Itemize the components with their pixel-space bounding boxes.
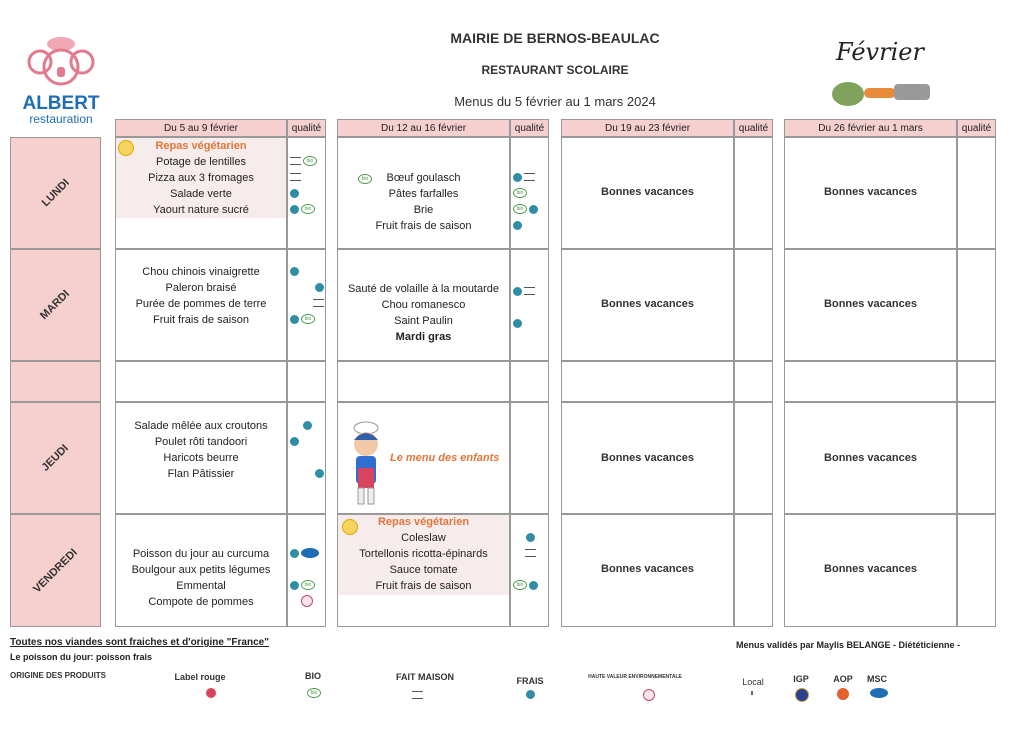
cell (957, 361, 996, 402)
menu-item: Flan Pâtissier (167, 468, 235, 480)
frais-icon (290, 549, 299, 558)
legend-frais: FRAIS (516, 676, 544, 686)
month-label: Février (836, 38, 924, 66)
vegetables-icon (828, 78, 936, 113)
week2-header: Du 12 au 16 février (337, 119, 510, 137)
week2-lundi-quality (512, 170, 548, 234)
hve-icon (301, 595, 313, 607)
legend-msc: MSC (867, 674, 887, 684)
menu-item: Sauce tomate (389, 564, 458, 576)
menu-item: Pizza aux 3 fromages (148, 172, 254, 184)
week2-mardi-quality (512, 284, 548, 332)
week1-mardi-quality (289, 264, 325, 328)
menu-item: Yaourt nature sucré (153, 204, 249, 216)
week1-jeudi-menu (116, 418, 286, 482)
frais-icon (513, 319, 522, 328)
hve-icon (643, 689, 655, 701)
cell (784, 361, 957, 402)
cell (115, 361, 287, 402)
cell (561, 361, 734, 402)
legend-local: Local (742, 677, 764, 687)
vacation-label: Bonnes vacances (601, 452, 694, 464)
logo-tagline: restauration (29, 112, 93, 126)
frais-icon (513, 221, 522, 230)
legend-fait-maison: FAIT MAISON (396, 672, 454, 682)
menu-item: Compote de pommes (148, 596, 254, 608)
menu-item: Fruit frais de saison (153, 314, 249, 326)
bio-icon: bio (301, 314, 315, 324)
cell (957, 249, 996, 361)
page-subtitle: RESTAURANT SCOLAIRE (481, 63, 629, 77)
menu-item: Emmental (176, 580, 226, 592)
week1-quality-header: qualité (287, 119, 326, 137)
bio-icon: bio (513, 188, 527, 198)
vacation-label: Bonnes vacances (824, 563, 917, 575)
frais-icon (526, 690, 535, 699)
fait-maison-icon (525, 549, 536, 557)
week1-mardi-menu (116, 264, 286, 328)
cell (957, 514, 996, 627)
day-jeudi: JEUDI (10, 402, 101, 514)
week4-header: Du 26 février au 1 mars (784, 119, 957, 137)
fait-maison-icon (290, 157, 301, 165)
frais-icon (290, 205, 299, 214)
page-title: MAIRIE DE BERNOS-BEAULAC (450, 30, 660, 46)
albert-logo (22, 34, 100, 124)
fait-maison-icon (524, 287, 535, 295)
koala-chef-icon (22, 34, 100, 90)
frais-icon (526, 533, 535, 542)
menu-item: Purée de pommes de terre (135, 298, 267, 310)
frais-icon (529, 205, 538, 214)
menu-item: Mardi gras (395, 331, 452, 343)
frais-icon (290, 437, 299, 446)
msc-icon (301, 548, 319, 558)
legend-aop: AOP (833, 674, 853, 684)
cell (287, 361, 326, 402)
menu-item: Salade mêlée aux croutons (134, 420, 268, 432)
cell (337, 361, 510, 402)
vegetarian-title: Repas végétarien (155, 140, 247, 152)
bio-icon: bio (513, 204, 527, 214)
msc-icon (870, 688, 888, 698)
frais-icon (315, 469, 324, 478)
menu-item: Poisson du jour au curcuma (132, 548, 270, 560)
cell (734, 249, 773, 361)
frais-icon (315, 283, 324, 292)
week2-mardi-menu (338, 281, 509, 345)
day-lundi: LUNDI (10, 137, 101, 249)
vacation-label: Bonnes vacances (824, 186, 917, 198)
cell (957, 137, 996, 249)
logo-name: ALBERT (22, 93, 100, 114)
week2-vendredi-menu (338, 514, 509, 594)
cell (734, 361, 773, 402)
cell (510, 402, 549, 514)
fait-maison-icon (290, 173, 301, 181)
vacation-label: Bonnes vacances (824, 452, 917, 464)
frais-icon (303, 421, 312, 430)
legend-igp: IGP (793, 674, 809, 684)
legend-bio: BIO (304, 671, 321, 681)
frais-icon (529, 581, 538, 590)
frais-icon (513, 287, 522, 296)
bio-icon: bio (513, 580, 527, 590)
menu-item: Paleron braisé (165, 282, 237, 294)
menu-item: Brie (413, 204, 434, 216)
cell (957, 402, 996, 514)
vacation-label: Bonnes vacances (601, 563, 694, 575)
week1-vendredi-menu (116, 546, 286, 610)
fait-maison-icon (524, 173, 535, 181)
day-mercredi-empty (10, 361, 101, 402)
fait-maison-icon (313, 299, 324, 307)
week1-jeudi-quality (289, 418, 325, 482)
vacation-label: Bonnes vacances (601, 298, 694, 310)
fish-note: Le poisson du jour: poisson frais (10, 652, 153, 662)
cell (734, 402, 773, 514)
bio-icon: bio (307, 688, 321, 698)
menu-item: Tortellonis ricotta-épinards (359, 548, 488, 560)
menu-item: Chou chinois vinaigrette (142, 266, 260, 278)
menu-item: Coleslaw (401, 532, 446, 544)
week2-quality-header: qualité (510, 119, 549, 137)
bio-icon: bio (303, 156, 317, 166)
kids-mascot-icon (344, 420, 388, 515)
menu-item: Fruit frais de saison (375, 580, 472, 592)
kids-menu-label: Le menu des enfants (390, 452, 500, 464)
local-icon (751, 691, 753, 695)
cell (734, 514, 773, 627)
aop-icon (837, 688, 849, 700)
legend-origin: ORIGINE DES PRODUITS (10, 671, 107, 680)
week1-lundi-quality (289, 154, 325, 218)
bio-icon: bio (301, 204, 315, 214)
menu-item: Sauté de volaille à la moutarde (347, 283, 500, 295)
week1-lundi-menu (116, 138, 286, 218)
day-mardi: MARDI (10, 249, 101, 361)
menu-item: Poulet rôti tandoori (154, 436, 248, 448)
week3-quality-header: qualité (734, 119, 773, 137)
cell (510, 361, 549, 402)
menu-item: Pâtes farfalles (388, 188, 459, 200)
week3-header: Du 19 au 23 février (561, 119, 734, 137)
week1-vendredi-quality (289, 546, 325, 610)
week4-quality-header: qualité (957, 119, 996, 137)
menu-item: Salade verte (170, 188, 232, 200)
cell (734, 137, 773, 249)
frais-icon (513, 173, 522, 182)
frais-icon (290, 189, 299, 198)
bio-icon: bio (301, 580, 315, 590)
day-vendredi: VENDREDI (10, 514, 101, 627)
week1-header: Du 5 au 9 février (115, 119, 287, 137)
vacation-label: Bonnes vacances (824, 298, 917, 310)
label-rouge-icon (206, 688, 216, 698)
vegetarian-title: Repas végétarien (377, 516, 470, 528)
validation-note: Menus validés par Maylis BELANGE - Diététicienne - (736, 640, 961, 650)
menu-item: Potage de lentilles (156, 156, 246, 168)
menu-item: Saint Paulin (394, 315, 453, 327)
menu-item: Bœuf goulasch (386, 172, 461, 184)
menu-item: Fruit frais de saison (375, 220, 472, 232)
meat-origin-note: Toutes nos viandes sont fraiches et d'origine "France" (10, 637, 269, 648)
frais-icon (290, 315, 299, 324)
vacation-label: Bonnes vacances (601, 186, 694, 198)
menu-item: Boulgour aux petits légumes (131, 564, 271, 576)
menu-item: Chou romanesco (381, 299, 466, 311)
week2-vendredi-quality (512, 530, 548, 594)
fait-maison-icon (412, 691, 423, 699)
igp-icon (795, 688, 809, 702)
legend-label-rouge: Label rouge (174, 672, 226, 682)
menu-period: Menus du 5 février au 1 mars 2024 (454, 94, 656, 109)
legend-hve: HAUTE VALEUR ENVIRONNEMENTALE (588, 674, 682, 680)
menu-item: Haricots beurre (163, 452, 239, 464)
frais-icon (290, 267, 299, 276)
bio-icon: bio (358, 174, 372, 184)
frais-icon (290, 581, 299, 590)
